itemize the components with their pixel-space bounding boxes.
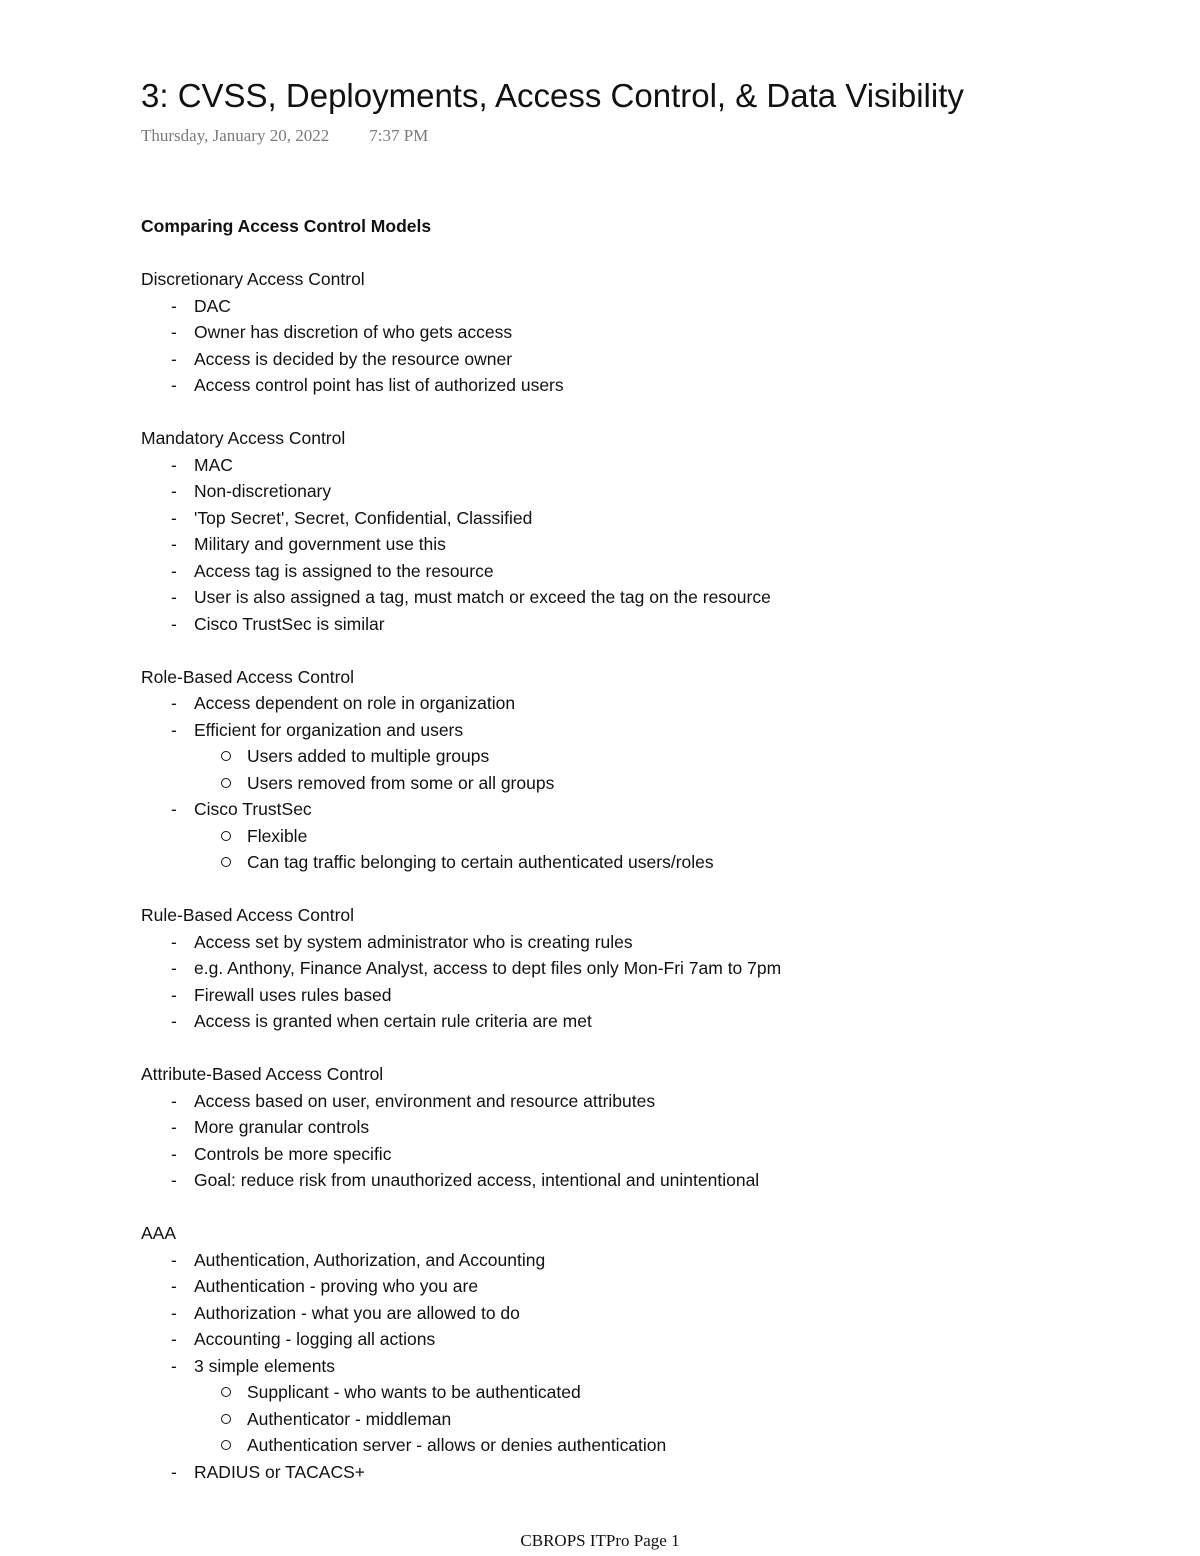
dash-bullet: -	[171, 1249, 177, 1270]
dash-bullet: -	[171, 613, 177, 634]
list-item	[141, 611, 1141, 638]
list-item-text: Goal: reduce risk from unauthorized access, intentional and unintentional	[194, 1170, 760, 1190]
list-item	[141, 1008, 1141, 1035]
dash-bullet: -	[171, 1329, 177, 1349]
list-item	[141, 505, 1141, 532]
list-item	[141, 452, 1141, 479]
circle-bullet-icon	[221, 1414, 231, 1424]
list-item-text: Military and government use this	[194, 534, 446, 554]
dash-bullet: -	[171, 1276, 177, 1296]
sub-list-item-text: Can tag traffic belonging to certain authenticated users/roles	[247, 852, 714, 872]
note-section	[141, 1220, 1141, 1485]
list-item-text: Non-discretionary	[194, 481, 332, 501]
dash-bullet: -	[171, 984, 177, 1005]
list-item	[141, 346, 1141, 373]
note-content	[141, 213, 1141, 1485]
section-title: Mandatory Access Control	[141, 428, 346, 448]
list-item-text: Firewall uses rules based	[194, 984, 392, 1005]
dash-bullet: -	[171, 507, 177, 528]
list-item-text: User is also assigned a tag, must match or exceed the tag on the resource	[194, 587, 771, 607]
list-item-text: Authentication, Authorization, and Accounting	[194, 1249, 546, 1270]
list-item-text: Controls be more specific	[194, 1143, 392, 1164]
list-item-text: Cisco TrustSec	[194, 799, 312, 819]
dash-bullet: -	[171, 481, 177, 501]
circle-bullet-icon	[221, 1387, 231, 1397]
dash-bullet: -	[171, 958, 177, 978]
list-item	[141, 1247, 1141, 1274]
list-item-text: RADIUS or TACACS+	[194, 1461, 365, 1482]
sub-list-item	[141, 1406, 1141, 1433]
list-item	[141, 982, 1141, 1009]
dash-bullet: -	[171, 719, 177, 740]
list-item	[141, 1459, 1141, 1486]
list-item	[141, 1300, 1141, 1327]
list-item-text: Access is decided by the resource owner	[194, 348, 513, 369]
sub-list-item	[141, 743, 1141, 770]
dash-bullet: -	[171, 587, 177, 607]
list-item	[141, 929, 1141, 956]
sub-list-item-text: Authenticator - middleman	[247, 1408, 452, 1429]
list-item-text: Authorization - what you are allowed to do	[194, 1302, 520, 1323]
sub-list-item-text: Supplicant - who wants to be authenticated	[247, 1382, 581, 1402]
dash-bullet: -	[171, 1170, 177, 1190]
list-item	[141, 478, 1141, 505]
dash-bullet: -	[171, 322, 177, 342]
note-section	[141, 266, 1141, 399]
dash-bullet: -	[171, 1143, 177, 1164]
section-title: Discretionary Access Control	[141, 269, 365, 289]
dash-bullet: -	[171, 799, 177, 819]
list-item-text: 'Top Secret', Secret, Confidential, Classified	[194, 507, 533, 528]
list-item-text: Access based on user, environment and resource attributes	[194, 1090, 656, 1111]
page-footer: CBROPS ITPro Page 1	[520, 1531, 680, 1550]
page-date: Thursday, January 20, 2022	[141, 126, 330, 145]
page-timestamp	[141, 126, 428, 146]
dash-bullet: -	[171, 1090, 177, 1111]
sub-list-item-text: Flexible	[247, 825, 308, 846]
list-item	[141, 293, 1141, 320]
list-item-text: Access set by system administrator who is creating rules	[194, 931, 633, 952]
page-time: 7:37 PM	[369, 126, 429, 145]
sub-list-item	[141, 1379, 1141, 1406]
sub-list-item-text: Authentication server - allows or denies authentication	[247, 1435, 667, 1455]
sub-list-item	[141, 849, 1141, 876]
section-title: Rule-Based Access Control	[141, 905, 355, 925]
circle-bullet-icon	[221, 1440, 231, 1450]
list-item	[141, 1353, 1141, 1380]
list-item	[141, 1088, 1141, 1115]
list-item	[141, 558, 1141, 585]
list-item-text: Cisco TrustSec is similar	[194, 613, 385, 634]
list-item-text: Access control point has list of authorized users	[194, 375, 564, 395]
list-item-text: MAC	[194, 454, 233, 475]
list-item	[141, 584, 1141, 611]
list-item	[141, 319, 1141, 346]
list-item	[141, 1167, 1141, 1194]
dash-bullet: -	[171, 1461, 177, 1482]
list-item	[141, 372, 1141, 399]
dash-bullet: -	[171, 693, 177, 713]
section-heading: Comparing Access Control Models	[141, 216, 432, 236]
list-item-text: More granular controls	[194, 1117, 370, 1137]
sub-list-item-text: Users removed from some or all groups	[247, 772, 555, 793]
list-item-text: Authentication - proving who you are	[194, 1276, 479, 1296]
list-item	[141, 1141, 1141, 1168]
circle-bullet-icon	[221, 751, 231, 761]
sub-list-item	[141, 1432, 1141, 1459]
dash-bullet: -	[171, 375, 177, 395]
list-item-text: DAC	[194, 295, 231, 316]
dash-bullet: -	[171, 931, 177, 952]
dash-bullet: -	[171, 1302, 177, 1323]
list-item	[141, 690, 1141, 717]
list-item	[141, 1326, 1141, 1353]
dash-bullet: -	[171, 1011, 177, 1031]
dash-bullet: -	[171, 1117, 177, 1137]
sub-list-item	[141, 770, 1141, 797]
note-section	[141, 425, 1141, 637]
list-item	[141, 1114, 1141, 1141]
circle-bullet-icon	[221, 857, 231, 867]
list-item-text: e.g. Anthony, Finance Analyst, access to dept files only Mon-Fri 7am to 7pm	[194, 958, 782, 978]
dash-bullet: -	[171, 295, 177, 316]
list-item-text: Efficient for organization and users	[194, 719, 464, 740]
note-section	[141, 902, 1141, 1035]
list-item-text: Access tag is assigned to the resource	[194, 560, 494, 581]
list-item	[141, 531, 1141, 558]
list-item-text: Owner has discretion of who gets access	[194, 322, 513, 342]
list-item	[141, 955, 1141, 982]
list-item-text: Access dependent on role in organization	[194, 693, 516, 713]
note-section	[141, 664, 1141, 876]
list-item	[141, 717, 1141, 744]
dash-bullet: -	[171, 1355, 177, 1376]
list-item-text: Access is granted when certain rule criteria are met	[194, 1011, 592, 1031]
section-title: Attribute-Based Access Control	[141, 1064, 384, 1084]
sub-list-item	[141, 823, 1141, 850]
dash-bullet: -	[171, 534, 177, 554]
section-title: AAA	[141, 1223, 177, 1243]
page-title: 3: CVSS, Deployments, Access Control, & Data Visibility	[141, 77, 964, 114]
list-item-text: 3 simple elements	[194, 1355, 336, 1376]
dash-bullet: -	[171, 454, 177, 475]
circle-bullet-icon	[221, 831, 231, 841]
dash-bullet: -	[171, 348, 177, 369]
list-item-text: Accounting - logging all actions	[194, 1329, 436, 1349]
section-title: Role-Based Access Control	[141, 666, 355, 687]
sub-list-item-text: Users added to multiple groups	[247, 746, 490, 766]
list-item	[141, 1273, 1141, 1300]
note-section	[141, 1061, 1141, 1194]
dash-bullet: -	[171, 560, 177, 581]
circle-bullet-icon	[221, 778, 231, 788]
list-item	[141, 796, 1141, 823]
